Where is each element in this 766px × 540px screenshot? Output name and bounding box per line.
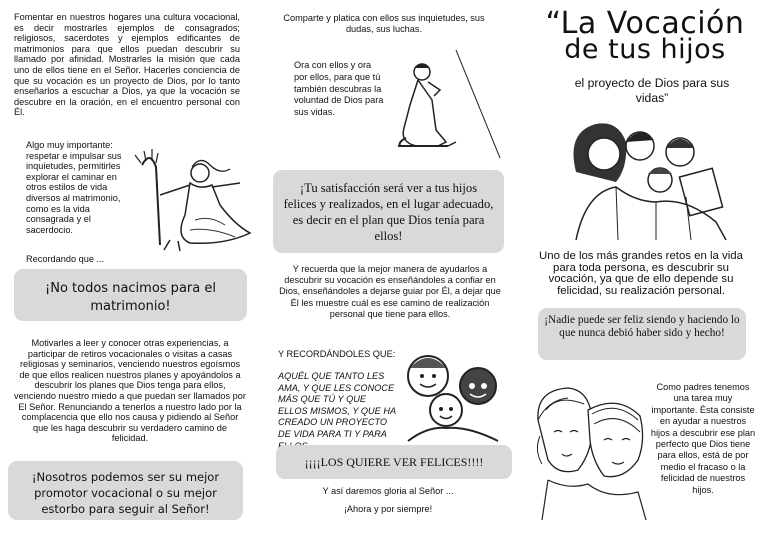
- motivate-paragraph: Motivarles a leer y conocer otras experiencias, a participar de retiros vocacionales o visitas a casas religiosas y seminarios, venciendo nuestros egoísmos de que ellos realicen nuestros planes y apoyándolos a descubrir los planes que Dios tenga para ellos, venciendo nuestro miedo a que puedan ser llamados por El Señor. Renunciando a tenerlos a nuestro lado por la complacencia que ello nos causa y pidiendo al Señor que les haga descubrir su verdadero camino de felicidad.: [14, 338, 246, 444]
- important-paragraph: Algo muy importante: respetar e impulsar sus inquietudes, permitirles explorar el caminar en otros estilos de vida diversos al matrimonio, como es la vida consagrada y el sacerdocio.: [26, 140, 122, 235]
- italic-line: ELLOS MISMOS, Y QUE HA: [278, 405, 397, 416]
- title-line-2: de tus hijos: [564, 34, 726, 65]
- glory-text: Y así daremos gloria al Señor ...: [322, 486, 454, 496]
- want-happy-box: [276, 445, 512, 479]
- promoter-text: ¡Nosotros podemos ser su mejor promotor vocacional o su mejor estorbo para seguir al Señor!: [31, 470, 220, 516]
- challenge-paragraph: Uno de los más grandes retos en la vida para toda persona, es descubrir su vocación, ya que de ello depende su felicidad, su realización personal.: [539, 250, 743, 297]
- satisfaction-text: ¡Tu satisfacción será ver a tus hijos felices y realizados, en el lugar adecuado, es decir en el plan que Dios tenía para ellos!: [283, 181, 494, 243]
- promoter-box: [8, 461, 243, 520]
- italic-line: DE VIDA PARA TI Y PARA: [278, 428, 387, 439]
- nobody-happy-text: ¡Nadie puede ser feliz siendo y haciendo lo que nunca debió haber sido y hecho!: [544, 314, 740, 339]
- want-happy-text: ¡¡¡¡LOS QUIERE VER FELICES!!!!: [304, 455, 484, 469]
- satisfaction-box: [273, 170, 504, 253]
- family-reading-illustration: [556, 112, 734, 242]
- forever-text: ¡Ahora y por siempre!: [343, 504, 433, 514]
- not-all-married-text: ¡No todos nacimos para el matrimonio!: [45, 281, 216, 314]
- nobody-happy-box: [538, 308, 746, 360]
- parents-faces-illustration: [528, 380, 654, 520]
- title-line-1: “La Vocación: [545, 6, 745, 41]
- parents-task-paragraph: Como padres tenemos una tarea muy importante. Ésta consiste en ayudar a nuestros hijos a descubrir ese plan perfecto que Dios tiene para ellos, está de por medio el fracaso o la felicidad de nuestros hijos.: [650, 382, 756, 495]
- pray-paragraph: Ora con ellos y ora por ellos, para que tú también descubras la voluntad de Dios para sus vidas.: [294, 60, 384, 118]
- italic-statement: [278, 371, 418, 452]
- remember-text: Recordando que ...: [26, 254, 105, 264]
- not-all-married-box: [14, 269, 247, 321]
- three-children-illustration: [398, 346, 508, 446]
- remembering-heading: Y RECORDÁNDOLES QUE:: [278, 349, 396, 359]
- praying-man-illustration: [388, 50, 503, 160]
- italic-line: AQUÉL QUE TANTO LES: [278, 371, 385, 381]
- share-paragraph: Comparte y platica con ellos sus inquietudes, sus dudas, sus luchas.: [283, 13, 485, 34]
- trust-paragraph: Y recuerda que la mejor manera de ayudarlos a descubrir su vocación es enseñándoles a confiar en Dios, enseñándoles a dejarse guiar por Él, a dejar que Él les muestre cuál es ese camino de realización personal que tiene para ellos.: [279, 264, 501, 319]
- intro-paragraph: Fomentar en nuestros hogares una cultura vocacional, es decir mostrarles ejemplos de consagrados; religiosos, sacerdotes y ejemplos edificantes de matrimonios para que ellos puedan descubrir su llamado por afinidad. Mostrarles la misión que cada uno de ellos tiene en el Señor. Hacerles conciencia de que su vocación es un proyecto de Dios, por lo tanto enseñarlos a escuchar a Dios, ya que la vocación se descubre en la oración, en el encuentro personal con Él.: [14, 12, 240, 118]
- dancing-bride-illustration: [130, 145, 260, 257]
- italic-line: CREADO UN PROYECTO: [278, 417, 388, 428]
- italic-line: MÁS QUE TÚ Y QUE: [278, 394, 366, 405]
- subtitle: el proyecto de Dios para sus vidas”: [574, 76, 730, 105]
- italic-line: AMA, Y QUE LES CONOCE: [278, 382, 395, 393]
